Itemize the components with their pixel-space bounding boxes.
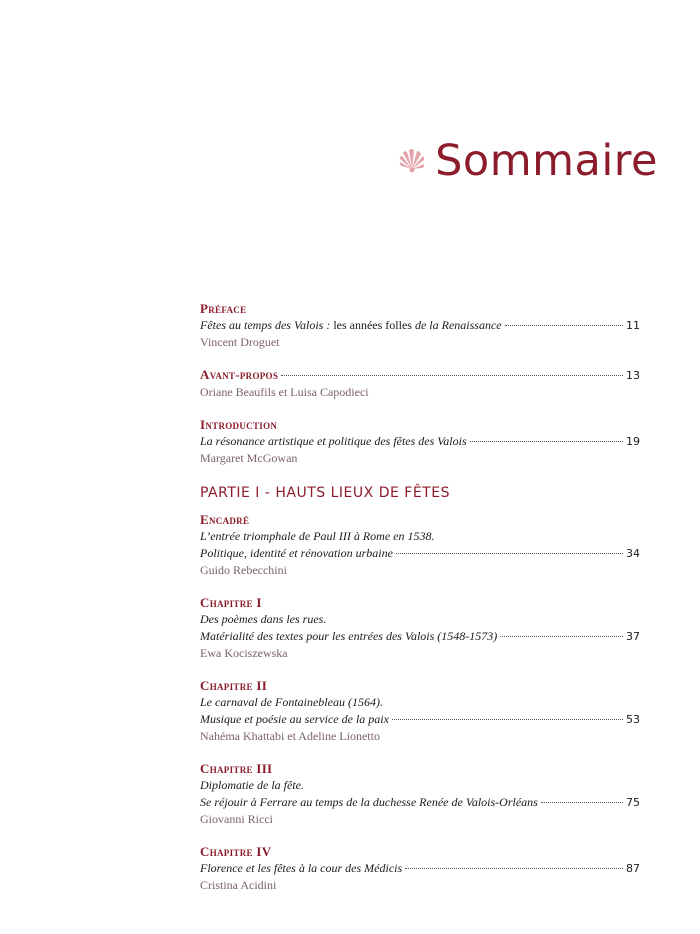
entry-title-line <box>200 366 640 384</box>
entry-author: Giovanni Ricci <box>200 812 273 826</box>
page-number: 75 <box>626 796 640 809</box>
entry-title-line <box>200 860 640 877</box>
entry-title: Des poèmes dans les rues. <box>200 612 327 626</box>
toc-entry-preface[interactable] <box>200 300 640 351</box>
toc-entry-introduction[interactable] <box>200 416 640 467</box>
entry-subtitle: Musique et poésie au service de la paix <box>200 712 389 726</box>
entry-subtitle: Matérialité des textes pour les entrées des Valois (1548-1573) <box>200 629 498 643</box>
dot-leader <box>396 553 623 554</box>
dot-leader <box>541 802 623 803</box>
entry-title-line <box>200 611 640 628</box>
page-title: Sommaire <box>435 136 658 186</box>
page-number: 19 <box>626 435 640 448</box>
dot-leader <box>505 325 623 326</box>
page-number: 34 <box>626 547 640 560</box>
table-of-contents <box>200 300 640 909</box>
toc-entry-avant-propos[interactable] <box>200 366 640 401</box>
toc-entry-chapitre-4[interactable] <box>200 843 640 894</box>
dot-leader <box>470 441 623 442</box>
entry-subtitle-line <box>200 545 640 562</box>
dot-leader <box>281 375 623 376</box>
entry-title: La résonance artistique et politique des fêtes des Valois <box>200 434 467 448</box>
entry-label: Introduction <box>200 417 278 432</box>
toc-entry-chapitre-1[interactable] <box>200 594 640 662</box>
entry-subtitle-line <box>200 794 640 811</box>
entry-label: Chapitre II <box>200 678 268 693</box>
entry-author: Guido Rebecchini <box>200 563 287 577</box>
entry-subtitle-line <box>200 628 640 645</box>
entry-author: Vincent Droguet <box>200 335 280 349</box>
dot-leader <box>405 868 623 869</box>
entry-title-line <box>200 694 640 711</box>
entry-author: Oriane Beaufils et Luisa Capodieci <box>200 385 369 399</box>
dot-leader <box>500 636 623 637</box>
entry-subtitle: Politique, identité et rénovation urbaine <box>200 546 393 560</box>
entry-title: Fêtes au temps des Valois : les années folles de la Renaissance <box>200 318 502 332</box>
entry-subtitle: Se réjouir à Ferrare au temps de la duchesse Renée de Valois-Orléans <box>200 795 538 809</box>
toc-entry-chapitre-3[interactable] <box>200 760 640 828</box>
entry-author: Margaret McGowan <box>200 451 298 465</box>
entry-label: Préface <box>200 301 247 316</box>
part-heading: PARTIE I - HAUTS LIEUX DE FÊTES <box>200 485 450 501</box>
entry-author: Cristina Acidini <box>200 878 277 892</box>
page-number: 53 <box>626 713 640 726</box>
entry-author: Ewa Kociszewska <box>200 646 288 660</box>
entry-title-line <box>200 777 640 794</box>
entry-title: Le carnaval de Fontainebleau (1564). <box>200 695 383 709</box>
entry-subtitle-line <box>200 711 640 728</box>
entry-title-line <box>200 433 640 450</box>
entry-label: Chapitre III <box>200 761 273 776</box>
entry-title-line <box>200 528 640 545</box>
toc-entry-chapitre-2[interactable] <box>200 677 640 745</box>
page-number: 13 <box>626 369 640 382</box>
scallop-shell-icon <box>397 147 427 177</box>
dot-leader <box>392 719 623 720</box>
entry-title: Diplomatie de la fête. <box>200 778 304 792</box>
entry-title: Florence et les fêtes à la cour des Médicis <box>200 861 403 875</box>
entry-title-line <box>200 317 640 334</box>
entry-label: Encadré <box>200 512 250 527</box>
page-number: 87 <box>626 862 640 875</box>
title-block <box>397 136 658 186</box>
entry-title: L’entrée triomphale de Paul III à Rome en 1538. <box>200 529 435 543</box>
entry-author: Nahéma Khattabi et Adeline Lionetto <box>200 729 380 743</box>
page-number: 37 <box>626 630 640 643</box>
entry-label: Chapitre I <box>200 595 262 610</box>
entry-label: Chapitre IV <box>200 844 272 859</box>
page-number: 11 <box>626 319 640 332</box>
entry-label: Avant-propos <box>200 367 279 382</box>
toc-entry-encadre[interactable] <box>200 511 640 579</box>
